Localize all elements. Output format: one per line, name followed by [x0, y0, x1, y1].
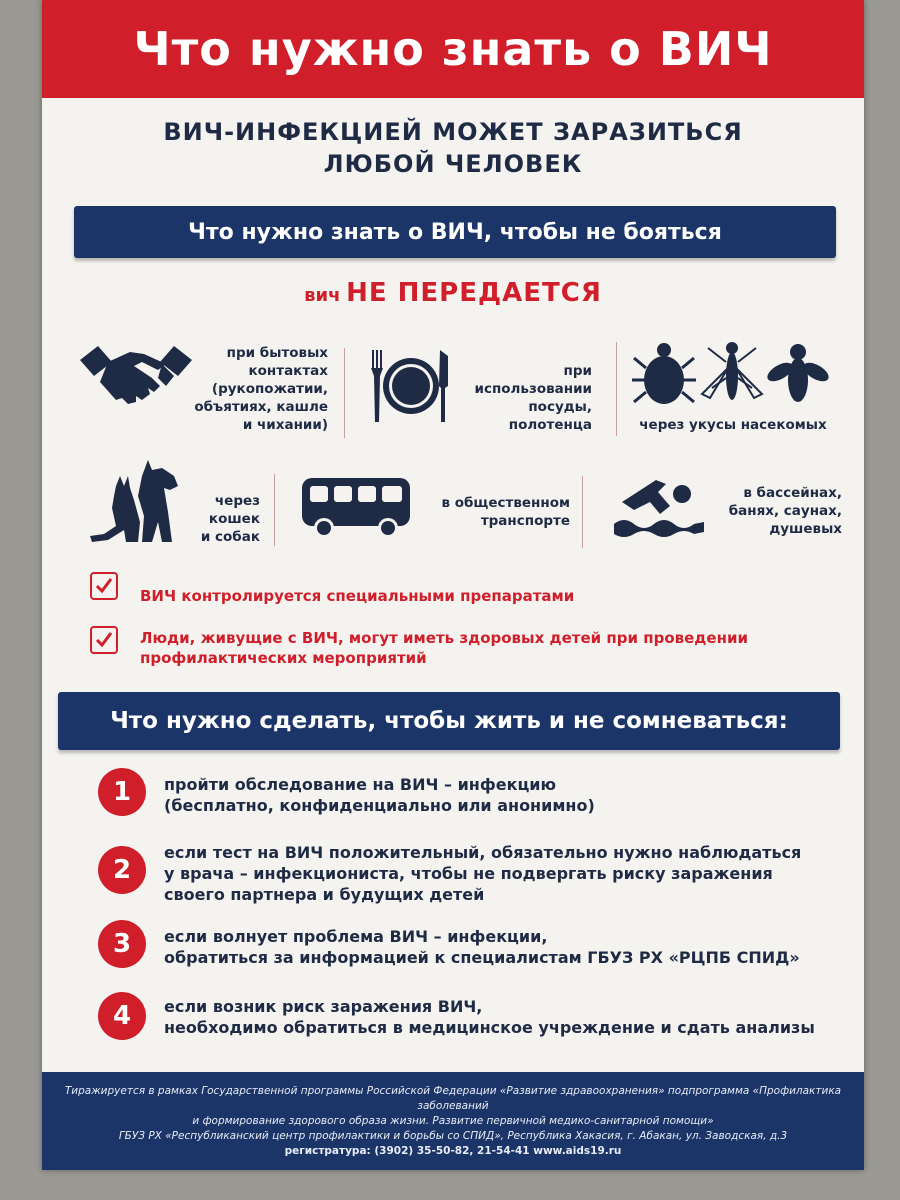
way-line: кошек: [208, 511, 260, 527]
checkbox-icon: [90, 572, 118, 600]
way-insects: [628, 336, 838, 436]
subtitle: [42, 116, 864, 180]
step-text: [164, 996, 815, 1038]
way-line: в общественном: [441, 495, 570, 511]
not-transmitted-prefix: вич: [304, 285, 341, 306]
footer-contacts: регистратура: (3902) 35-50-82, 21-54-41 www.aids19.ru: [284, 1144, 622, 1157]
check-text: [140, 628, 748, 668]
plate-cutlery-icon: [368, 346, 454, 426]
check-line: ВИЧ контролируется специальными препаратами: [140, 587, 575, 605]
way-line: душевых: [769, 521, 842, 537]
check-text: [140, 586, 574, 606]
divider: [274, 474, 275, 546]
title-band: [42, 0, 864, 98]
cat-dog-icon: [88, 456, 184, 546]
way-pets: [88, 456, 260, 552]
way-handshake-text: [188, 344, 328, 434]
way-dishes: [368, 344, 592, 440]
way-line: полотенца: [508, 417, 592, 433]
way-line: при: [563, 363, 592, 379]
section-bar-fear: Что нужно знать о ВИЧ, чтобы не бояться: [74, 206, 836, 258]
step-line: необходимо обратиться в медицинское учреждение и сдать анализы: [164, 1018, 815, 1037]
check-line: профилактических мероприятий: [140, 649, 427, 667]
step-text: [164, 842, 801, 905]
not-transmitted-heading: [42, 278, 864, 308]
way-line: и собак: [200, 529, 260, 545]
step-line: если волнует проблема ВИЧ – инфекции,: [164, 927, 548, 946]
way-line: объятиях, кашле: [194, 399, 328, 415]
step-line: (бесплатно, конфиденциально или анонимно): [164, 796, 595, 815]
way-line: (рукопожатии,: [211, 381, 328, 397]
check-item: [90, 626, 830, 672]
swimmer-icon: [612, 472, 706, 544]
step-line: обратиться за информацией к специалистам ГБУЗ РХ «РЦПБ СПИД»: [164, 948, 800, 967]
footer: [42, 1072, 864, 1170]
step-number: 3: [98, 920, 146, 968]
step-4: [98, 992, 838, 1044]
way-line: банях, саунах,: [728, 503, 842, 519]
footer-line: и формирование здорового образа жизни. Развитие первичной медико-санитарной помощи»: [192, 1114, 714, 1127]
way-line: транспорте: [480, 513, 570, 529]
not-transmitted-main: НЕ ПЕРЕДАЕТСЯ: [346, 278, 602, 308]
subtitle-line-2: ЛЮБОЙ ЧЕЛОВЕК: [323, 150, 583, 178]
step-number: 4: [98, 992, 146, 1040]
step-number: 2: [98, 846, 146, 894]
way-line: через укусы насекомых: [639, 417, 827, 433]
subtitle-line-1: ВИЧ-ИНФЕКЦИЕЙ МОЖЕТ ЗАРАЗИТЬСЯ: [163, 118, 743, 146]
way-pets-text: [180, 492, 260, 546]
way-handshake: [78, 340, 328, 440]
check-item: [90, 572, 790, 604]
way-line: контактах: [248, 363, 328, 379]
way-line: посуды,: [528, 399, 592, 415]
way-line: через: [214, 493, 260, 509]
section-bar-actions: Что нужно сделать, чтобы жить и не сомневаться:: [58, 692, 840, 750]
step-line: пройти обследование на ВИЧ – инфекцию: [164, 775, 557, 794]
step-line: если возник риск заражения ВИЧ,: [164, 997, 483, 1016]
footer-line: ГБУЗ РХ «Республиканский центр профилактики и борьбы со СПИД», Республика Хакасия, г. Абакан, ул. Заводская, д.3: [118, 1129, 788, 1142]
poster: [42, 0, 864, 1170]
way-insects-text: [628, 416, 838, 434]
poster-title: Что нужно знать о ВИЧ: [133, 22, 773, 76]
way-line: в бассейнах,: [743, 485, 842, 501]
handshake-icon: [78, 342, 194, 408]
way-transport: [300, 474, 570, 544]
step-number: 1: [98, 768, 146, 816]
bus-icon: [300, 476, 412, 542]
step-line: если тест на ВИЧ положительный, обязательно нужно наблюдаться: [164, 843, 802, 862]
step-3: [98, 920, 838, 972]
check-line: Люди, живущие с ВИЧ, могут иметь здоровых детей при проведении: [140, 629, 748, 647]
step-2: [98, 842, 838, 908]
way-pools-text: [726, 484, 842, 538]
way-transport-text: [430, 494, 570, 530]
divider: [344, 348, 345, 438]
footer-line: Тиражируется в рамках Государственной программы Российской Федерации «Развитие здравоохранения» подпрограмма «Профилактика заболеваний: [64, 1084, 842, 1112]
insects-icon: [632, 338, 832, 408]
step-text: [164, 774, 595, 816]
step-1: [98, 768, 818, 820]
step-text: [164, 926, 800, 968]
divider: [616, 342, 617, 436]
checkbox-icon: [90, 626, 118, 654]
way-dishes-text: [462, 362, 592, 434]
way-line: при бытовых: [226, 345, 328, 361]
step-line: своего партнера и будущих детей: [164, 885, 485, 904]
way-line: использовании: [474, 381, 592, 397]
divider: [582, 476, 583, 548]
way-line: и чихании): [242, 417, 328, 433]
step-line: у врача – инфекциониста, чтобы не подвергать риску заражения: [164, 864, 773, 883]
way-pools: [612, 470, 842, 546]
